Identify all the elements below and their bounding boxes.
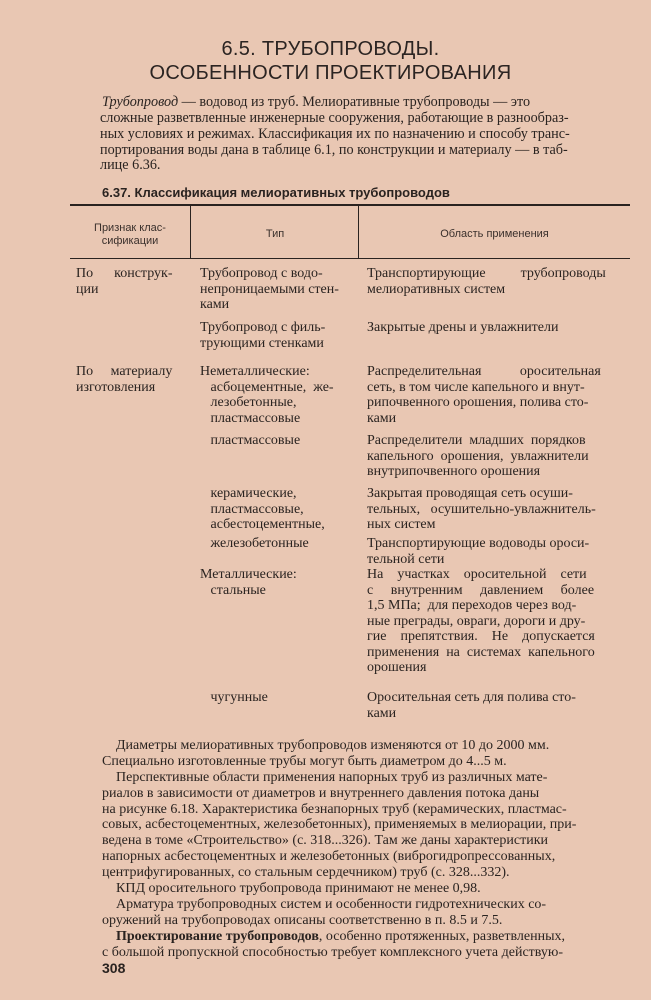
cell-line: изготовления (76, 379, 156, 395)
table-cell-sign (76, 364, 191, 395)
table-cell-area (367, 486, 632, 533)
table-cell-area (367, 690, 632, 721)
cell-line: ками (367, 410, 397, 426)
cell-line: керамические, (200, 486, 297, 501)
intro-line: — водовод из труб. Мелиоративные трубопроводы — это (178, 94, 531, 110)
intro-term: Трубопровод (102, 94, 179, 110)
table-top-rule (70, 204, 630, 206)
cell-line: ции (76, 281, 99, 297)
cell-line: орошения (367, 660, 427, 675)
paragraph-prospects (102, 770, 576, 881)
table-col-divider (358, 206, 359, 258)
cell-line: Распределительная оросительная (367, 364, 601, 379)
text-line: Диаметры мелиоративных трубопроводов изменяются от 10 до 2000 мм. (116, 738, 550, 753)
cell-line: стальные (200, 582, 266, 598)
page-number: 308 (102, 960, 126, 976)
cell-line: ных систем (367, 517, 436, 532)
cell-line: Закрытая проводящая сеть осуши- (367, 486, 573, 501)
cell-line: пластмассовые (200, 410, 301, 426)
table-cell-area (367, 433, 632, 480)
table-cell-type (200, 567, 360, 598)
cell-line: пластмассовые, (200, 501, 304, 517)
cell-line: Металлические: (200, 567, 297, 582)
cell-line: непроницаемыми стен- (200, 281, 339, 297)
table-cell-type (200, 536, 360, 552)
table-cell-type (200, 690, 360, 706)
cell-line: тельной сети (367, 551, 445, 567)
cell-line: трующими стенками (200, 335, 324, 351)
cell-line: 1,5 МПа; для переходов через вод- (367, 598, 577, 613)
header-text: Признак клас- (94, 222, 166, 234)
section-title-line2: ОСОБЕННОСТИ ПРОЕКТИРОВАНИЯ (149, 62, 512, 84)
cell-line: Трубопровод с водо- (200, 266, 323, 281)
text-line: КПД оросительного трубопровода принимают не менее 0,98. (116, 881, 481, 896)
cell-line: Распределители младших порядков (367, 433, 586, 448)
text-line: совых, асбестоцементных, железобетонных), применяемых в мелиорации, при- (102, 817, 577, 833)
text-line: оружений на трубопроводах описаны соответственно в п. 8.5 и 7.5. (102, 912, 503, 928)
table-header-rule (70, 258, 630, 259)
cell-line: внутрипочвенного орошения (367, 464, 541, 479)
table-cell-type (200, 266, 360, 313)
text-line: ведена в томе «Строительство» (с. 318...326). Там же даны характеристики (102, 833, 548, 849)
cell-line: тельных, осушительно-увлажнитель- (367, 501, 596, 517)
cell-line: По материалу (76, 364, 173, 379)
paragraph-design (102, 929, 565, 961)
text-line: риалов в зависимости от диаметров и внутреннего давления потока даны (102, 785, 540, 801)
text-line: Специально изготовленные трубы могут быть диаметром до 4...5 м. (102, 753, 507, 769)
text-line: Перспективные области применения напорных труб из различных мате- (116, 770, 548, 785)
cell-line: капельного орошения, увлажнители (367, 448, 589, 464)
cell-line: асбоцементные, же- (200, 379, 334, 395)
table-cell-type (200, 433, 360, 449)
table-cell-type (200, 320, 360, 351)
intro-paragraph (102, 95, 632, 174)
cell-line: железобетонные (200, 536, 309, 551)
header-text: сификации (101, 235, 159, 247)
cell-line: пластмассовые (200, 433, 301, 448)
intro-line: ных условиях и режимах. Классификация их по назначению и способу транс- (100, 125, 570, 142)
cell-line: ками (367, 705, 397, 721)
cell-line: мелиоративных систем (367, 281, 506, 297)
text-line: с большой пропускной способностью требует комплексного учета действую- (102, 944, 564, 960)
cell-line: лезобетонные, (200, 395, 297, 410)
cell-line: На участках оросительной сети (367, 567, 587, 582)
cell-line: Неметаллические: (200, 364, 310, 379)
cell-line: Трубопровод с филь- (200, 320, 326, 335)
table-header-type: Тип (265, 228, 285, 240)
intro-line: лице 6.36. (100, 157, 161, 174)
text-line: на рисунке 6.18. Характеристика безнапорных труб (керамических, пластмас- (102, 801, 567, 817)
table-cell-type (200, 364, 360, 426)
bold-term: Проектирование трубопроводов (116, 929, 319, 944)
text-line: напорных асбестоцементных и железобетонных (виброгидропрессованных, (102, 848, 556, 864)
cell-line: Транспортирующие водоводы ороси- (367, 536, 590, 551)
text-line: центрифугированных, со стальным сердечником) труб (с. 328...332). (102, 864, 510, 880)
text-line: , особенно протяженных, разветвленных, (318, 929, 565, 944)
paragraph-diameters (102, 738, 549, 770)
cell-line: гие препятствия. Не допускается (367, 629, 595, 644)
cell-line: ные преграды, овраги, дороги и дру- (367, 613, 586, 629)
intro-line: портирования воды дана в таблице 6.1, по конструкции и материалу — в таб- (100, 141, 568, 158)
cell-line: ками (200, 297, 230, 312)
table-header-area: Область применения (440, 228, 549, 240)
cell-line: применения на системах капельного (367, 644, 595, 660)
cell-line: Оросительная сеть для полива сто- (367, 690, 576, 705)
section-title-line1: 6.5. ТРУБОПРОВОДЫ. (221, 38, 440, 60)
cell-line: Закрытые дрены и увлажнители (367, 320, 559, 335)
table-cell-sign (76, 266, 191, 297)
cell-line: сеть, в том числе капельного и внут- (367, 379, 585, 395)
table-title: 6.37. Классификация мелиоративных трубопроводов (102, 185, 450, 200)
cell-line: По конструк- (76, 266, 173, 281)
paragraph-fittings (102, 897, 546, 929)
paragraph-efficiency (102, 881, 481, 897)
cell-line: Транспортирующие трубопроводы (367, 266, 606, 281)
table-cell-area (367, 567, 632, 676)
table-cell-area (367, 364, 632, 426)
cell-line: с внутренним давлением более (367, 582, 595, 598)
intro-line: сложные разветвленные инженерные сооружения, работающие в разнообраз- (100, 110, 569, 126)
cell-line: рипочвенного орошения, полива сто- (367, 395, 589, 410)
table-cell-area (367, 536, 632, 567)
table-cell-type (200, 486, 360, 533)
table-cell-area (367, 266, 632, 297)
cell-line: чугунные (200, 690, 268, 705)
table-header-sign (75, 222, 185, 248)
table-cell-area (367, 320, 632, 336)
text-line: Арматура трубопроводных систем и особенности гидротехнических со- (116, 897, 547, 912)
cell-line: асбестоцементные, (200, 517, 325, 532)
table-col-divider (190, 206, 191, 258)
